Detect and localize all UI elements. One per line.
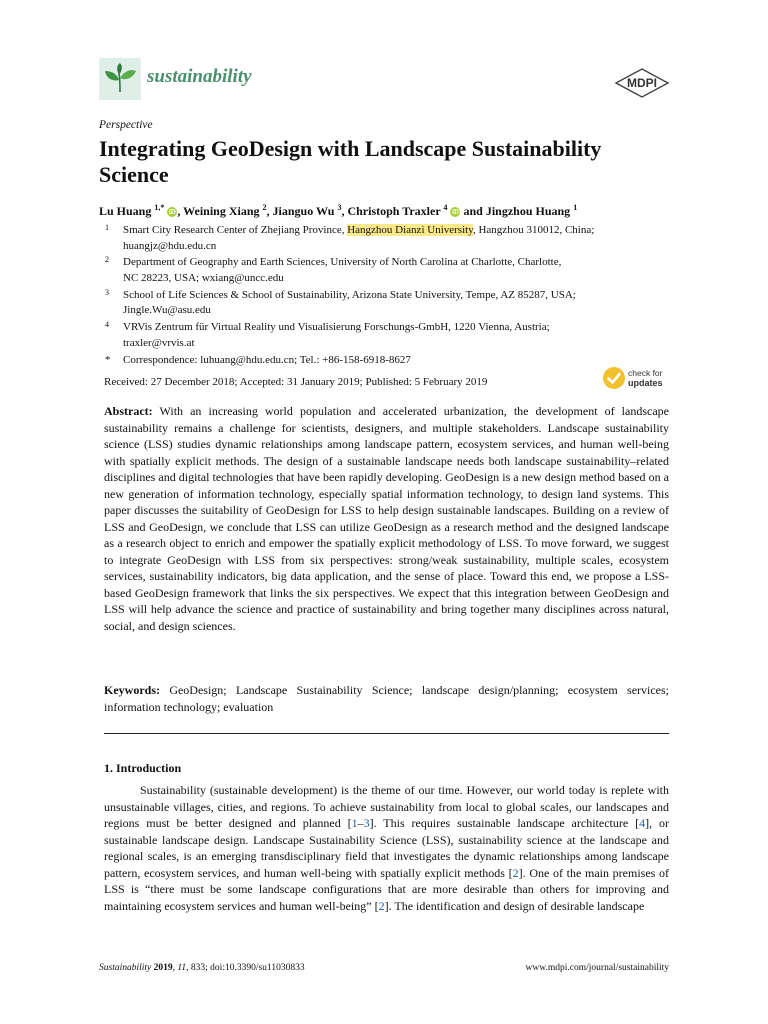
reference-link[interactable]: 2 bbox=[512, 865, 519, 880]
abstract bbox=[104, 403, 669, 634]
affiliation-item: 2 Department of Geography and Earth Sciences, University of North Carolina at Charlotte, Charlotte, NC 28223, USA; wxiang@uncc.edu bbox=[99, 255, 669, 286]
leaf-icon bbox=[99, 58, 141, 100]
keywords-label: Keywords: bbox=[104, 683, 160, 697]
affiliation-item: 4 VRVis Zentrum für Virtual Reality und Visualisierung Forschungs-GmbH, 1220 Vienna, Austria; traxler@vrvis.at bbox=[99, 320, 669, 351]
author-affiliation-marker: 1 bbox=[573, 203, 578, 212]
affiliation-item: 1 Smart City Research Center of Zhejiang Province, Hangzhou Dianzi University, Hangzhou 310012, China; huangjz@hdu.edu.cn bbox=[99, 223, 669, 254]
publication-dates: Received: 27 December 2018; Accepted: 31 January 2019; Published: 5 February 2019 bbox=[104, 376, 488, 388]
reference-link[interactable]: 2 bbox=[378, 898, 385, 913]
author-name: Jianguo Wu bbox=[272, 204, 338, 218]
affiliation-item: 3 School of Life Sciences & School of Sustainability, Arizona State University, Tempe, AZ 85287, USA; Jingle.Wu@asu.edu bbox=[99, 288, 669, 319]
svg-text:MDPI: MDPI bbox=[627, 76, 657, 90]
footer-citation: Sustainability 2019, 11, 833; doi:10.3390/su11030833 bbox=[99, 963, 305, 973]
journal-logo bbox=[99, 58, 141, 100]
author-name: Lu Huang bbox=[99, 204, 155, 218]
author-name: Jingzhou Huang bbox=[485, 204, 574, 218]
affiliation-marker: 4 bbox=[105, 320, 109, 330]
reference-link[interactable]: 3 bbox=[363, 816, 370, 830]
abstract-label: Abstract: bbox=[104, 404, 153, 418]
section-heading-introduction: 1. Introduction bbox=[104, 761, 182, 775]
keywords bbox=[104, 682, 669, 715]
author-list: Lu Huang $^{1,*}$ iD , Weining Xiang $^2$, Jianguo Wu $^3$, Christoph Traxler $^4$ iD and Jingzhou Huang $^1$ bbox=[99, 203, 578, 218]
affiliations bbox=[99, 223, 669, 369]
author-affiliation-marker: 2 bbox=[262, 203, 267, 212]
article-type: Perspective bbox=[99, 119, 153, 131]
affiliation-marker: 1 bbox=[105, 223, 109, 232]
section-divider bbox=[104, 733, 669, 734]
author-name: Christoph Traxler bbox=[347, 204, 444, 218]
orcid-icon[interactable]: iD bbox=[168, 208, 176, 216]
check-updates-icon bbox=[602, 366, 626, 390]
author-affiliation-marker: 4 bbox=[443, 203, 448, 212]
reference-link[interactable]: 4 bbox=[639, 816, 646, 830]
journal-name: sustainability bbox=[147, 66, 252, 87]
mdpi-logo bbox=[614, 68, 670, 103]
author-affiliation-marker: 1,* bbox=[154, 203, 165, 212]
footer-url[interactable]: www.mdpi.com/journal/sustainability bbox=[525, 963, 669, 973]
abstract-text: With an increasing world population and accelerated urbanization, the development of landscape sustainability remains a challenge for scientists, designers, and multiple stakeholders. Landscape sustainability science (LSS) studies dynamic relationships among landscape pattern, ecosystem services, and human well-being with spatially explicit methods. The design of a sustainable landscape needs both landscape sustainability–related disciplines and digital technologies that have been rapidly developing. GeoDesign is a new design method based on a new generation of information technology, especially spatial information technology, to design land systems. This paper discusses the suitability of GeoDesign for LSS to help design sustainable landscapes. Building on a review of LSS and GeoDesign, we conclude that LSS can utilize GeoDesign as a research method and the designed landscape as a research object to enrich and empower the spatially explicit methodology of LSS. To move forward, we suggest to integrate GeoDesign with LSS from six perspectives: strong/weak sustainability, multiple scales, ecosystem services, sustainability indicators, big data application, and the sense of place. Toward this end, we propose a LSS-based GeoDesign framework that links the six perspectives. We expect that this integration between GeoDesign and LSS will help advance the science and practice of sustainability and bring together many disciplines across natural, social, and design sciences. bbox=[104, 404, 669, 633]
orcid-icon[interactable]: iD bbox=[451, 208, 459, 216]
introduction-paragraph: Sustainability (sustainable development) is the theme of our time. However, our world today is replete with unsustainable villages, cities, and regions. To achieve sustainability from local to global scales, our landscapes and regions must be better designed and planned [1–3]. This requires sustainable landscape architecture [4], or sustainable landscape design. Landscape Sustainability Science (LSS), sustainability science at the landscape and regional scales, is an emerging transdisciplinary field that investigates the dynamic relationships among landscape pattern, ecosystem services, and human well-being with spatially explicit methods [2]. One of the main premises of LSS is “there must be some landscape configurations that are more desirable than others for improving and maintaining ecosystem services and human well-being” [2]. The identification and design of desirable landscape bbox=[104, 783, 669, 913]
affiliation-marker: 2 bbox=[105, 255, 109, 265]
article-title: Integrating GeoDesign with Landscape Sustainability Science bbox=[99, 136, 602, 187]
author-affiliation-marker: 3 bbox=[337, 203, 342, 212]
reference-link[interactable]: 1 bbox=[351, 816, 358, 830]
affiliation-marker: 3 bbox=[105, 287, 109, 297]
highlighted-text: Hangzhou Dianzi University bbox=[347, 224, 473, 236]
keywords-text: GeoDesign; Landscape Sustainability Science; landscape design/planning; ecosystem services; information technology; evaluation bbox=[104, 683, 670, 714]
correspondence: * Correspondence: luhuang@hdu.edu.cn; Tel.: +86-158-6918-8627 bbox=[105, 353, 411, 366]
check-for-updates-button[interactable]: check for updates bbox=[602, 366, 626, 395]
author-name: Weining Xiang bbox=[183, 204, 263, 218]
